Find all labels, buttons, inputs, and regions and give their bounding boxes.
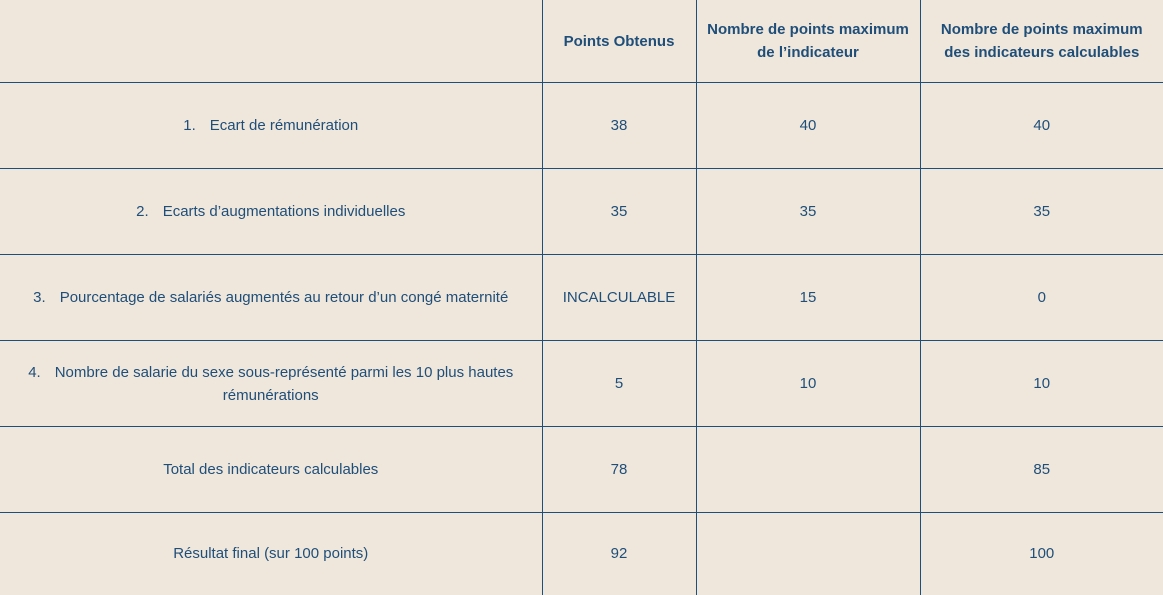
table-row [0, 83, 1163, 169]
total-max-points-indicator [696, 427, 920, 513]
table-row [0, 341, 1163, 427]
row-max-points-calculable: 35 [920, 169, 1163, 255]
final-points-obtained: 92 [542, 513, 696, 595]
header-label [0, 0, 542, 83]
row-max-points-calculable: 40 [920, 83, 1163, 169]
row-max-points-indicator: 10 [696, 341, 920, 427]
row-label-text: Ecarts d’augmentations individuelles [162, 203, 406, 220]
row-points-obtained: 35 [542, 169, 696, 255]
row-number: 4. [28, 363, 41, 381]
final-row [0, 513, 1163, 595]
header-row [0, 0, 1163, 83]
row-number: 1. [183, 117, 196, 134]
row-label [0, 255, 542, 341]
row-max-points-indicator: 40 [696, 83, 920, 169]
row-points-obtained: 38 [542, 83, 696, 169]
row-label-text: Ecart de rémunération [209, 117, 359, 134]
header-max-points-calculable: Nombre de points maximum des indicateurs calculables [920, 0, 1163, 83]
row-number: 3. [33, 289, 46, 306]
row-label [0, 169, 542, 255]
row-max-points-calculable: 10 [920, 341, 1163, 427]
row-max-points-indicator: 35 [696, 169, 920, 255]
final-max-points-indicator [696, 513, 920, 595]
row-max-points-calculable: 0 [920, 255, 1163, 341]
row-label-text: Nombre de salarie du sexe sous-représenté parmi les 10 plus hautes rémunérations [54, 363, 514, 404]
row-max-points-indicator: 15 [696, 255, 920, 341]
header-max-points-indicator: Nombre de points maximum de l’indicateur [696, 0, 920, 83]
final-label: Résultat final (sur 100 points) [0, 513, 542, 595]
row-label-text: Pourcentage de salariés augmentés au retour d’un congé maternité [59, 289, 509, 306]
header-points-obtained: Points Obtenus [542, 0, 696, 83]
total-points-obtained: 78 [542, 427, 696, 513]
total-label: Total des indicateurs calculables [0, 427, 542, 513]
total-max-points-calculable: 85 [920, 427, 1163, 513]
final-max-points-calculable: 100 [1029, 545, 1055, 563]
row-points-obtained: 5 [542, 341, 696, 427]
table-body [0, 83, 1163, 595]
row-number: 2. [136, 203, 149, 220]
table-row [0, 169, 1163, 255]
total-row [0, 427, 1163, 513]
row-label [0, 341, 542, 427]
table-header [0, 0, 1163, 83]
table-row [0, 255, 1163, 341]
row-points-obtained: INCALCULABLE [542, 255, 696, 341]
row-label [0, 83, 542, 169]
